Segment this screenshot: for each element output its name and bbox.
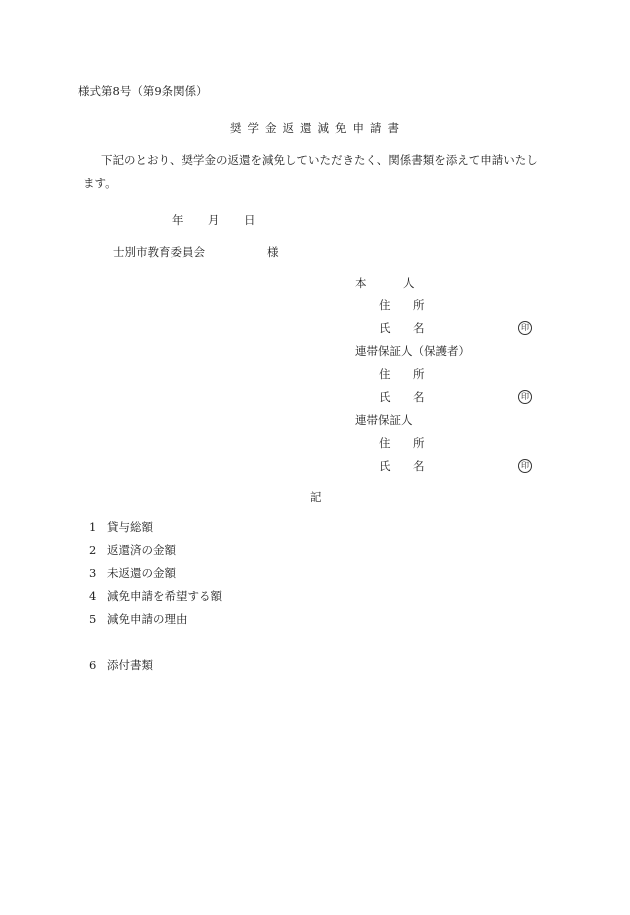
guarantor-parent-name-label-2: 名 <box>413 390 425 404</box>
document-title: 奨学金返還減免申請書 <box>230 121 405 135</box>
item-label: 返還済の金額 <box>107 543 176 557</box>
item-label: 貸与総額 <box>107 520 153 534</box>
guarantor-parent-address-label-2: 所 <box>413 367 425 381</box>
intro-text-line1: 下記のとおり、奨学金の返還を減免していただきたく、関係書類を添えて申請いたし <box>101 153 538 167</box>
applicant-address-label-2: 所 <box>413 298 425 312</box>
guarantor-parent-address-label-1: 住 <box>379 367 391 381</box>
intro-text-line2: ます。 <box>83 176 117 190</box>
applicant-heading-main: 本 <box>355 276 367 290</box>
applicant-seal-icon: 印 <box>518 321 532 335</box>
item-number: 6 <box>89 658 97 672</box>
item-number: 2 <box>89 543 97 557</box>
item-number: 3 <box>89 566 97 580</box>
applicant-name-label-1: 氏 <box>379 321 391 335</box>
item-number: 4 <box>89 589 97 603</box>
guarantor-address-label-2: 所 <box>413 436 425 450</box>
guarantor-address-label-1: 住 <box>379 436 391 450</box>
addressee-honorific: 様 <box>267 245 279 259</box>
date-month: 月 <box>208 213 220 227</box>
date-year: 年 <box>172 213 184 227</box>
applicant-address-label-1: 住 <box>379 298 391 312</box>
guarantor-heading: 連帯保証人 <box>355 413 413 427</box>
item-number: 1 <box>89 520 97 534</box>
item-label: 減免申請を希望する額 <box>107 589 222 603</box>
addressee-name: 士別市教育委員会 <box>113 245 205 259</box>
guarantor-seal-icon: 印 <box>518 459 532 473</box>
ki-heading: 記 <box>310 490 322 504</box>
guarantor-name-label-1: 氏 <box>379 459 391 473</box>
form-number: 様式第8号（第9条関係） <box>78 84 208 98</box>
item-label: 減免申請の理由 <box>107 612 188 626</box>
item-label: 未返還の金額 <box>107 566 176 580</box>
item-label: 添付書類 <box>107 658 153 672</box>
guarantor-parent-seal-icon: 印 <box>518 390 532 404</box>
guarantor-parent-name-label-1: 氏 <box>379 390 391 404</box>
item-number: 5 <box>89 612 97 626</box>
guarantor-parent-heading: 連帯保証人（保護者） <box>355 344 470 358</box>
date-day: 日 <box>244 213 256 227</box>
guarantor-name-label-2: 名 <box>413 459 425 473</box>
applicant-heading-sub: 人 <box>403 276 415 290</box>
applicant-name-label-2: 名 <box>413 321 425 335</box>
